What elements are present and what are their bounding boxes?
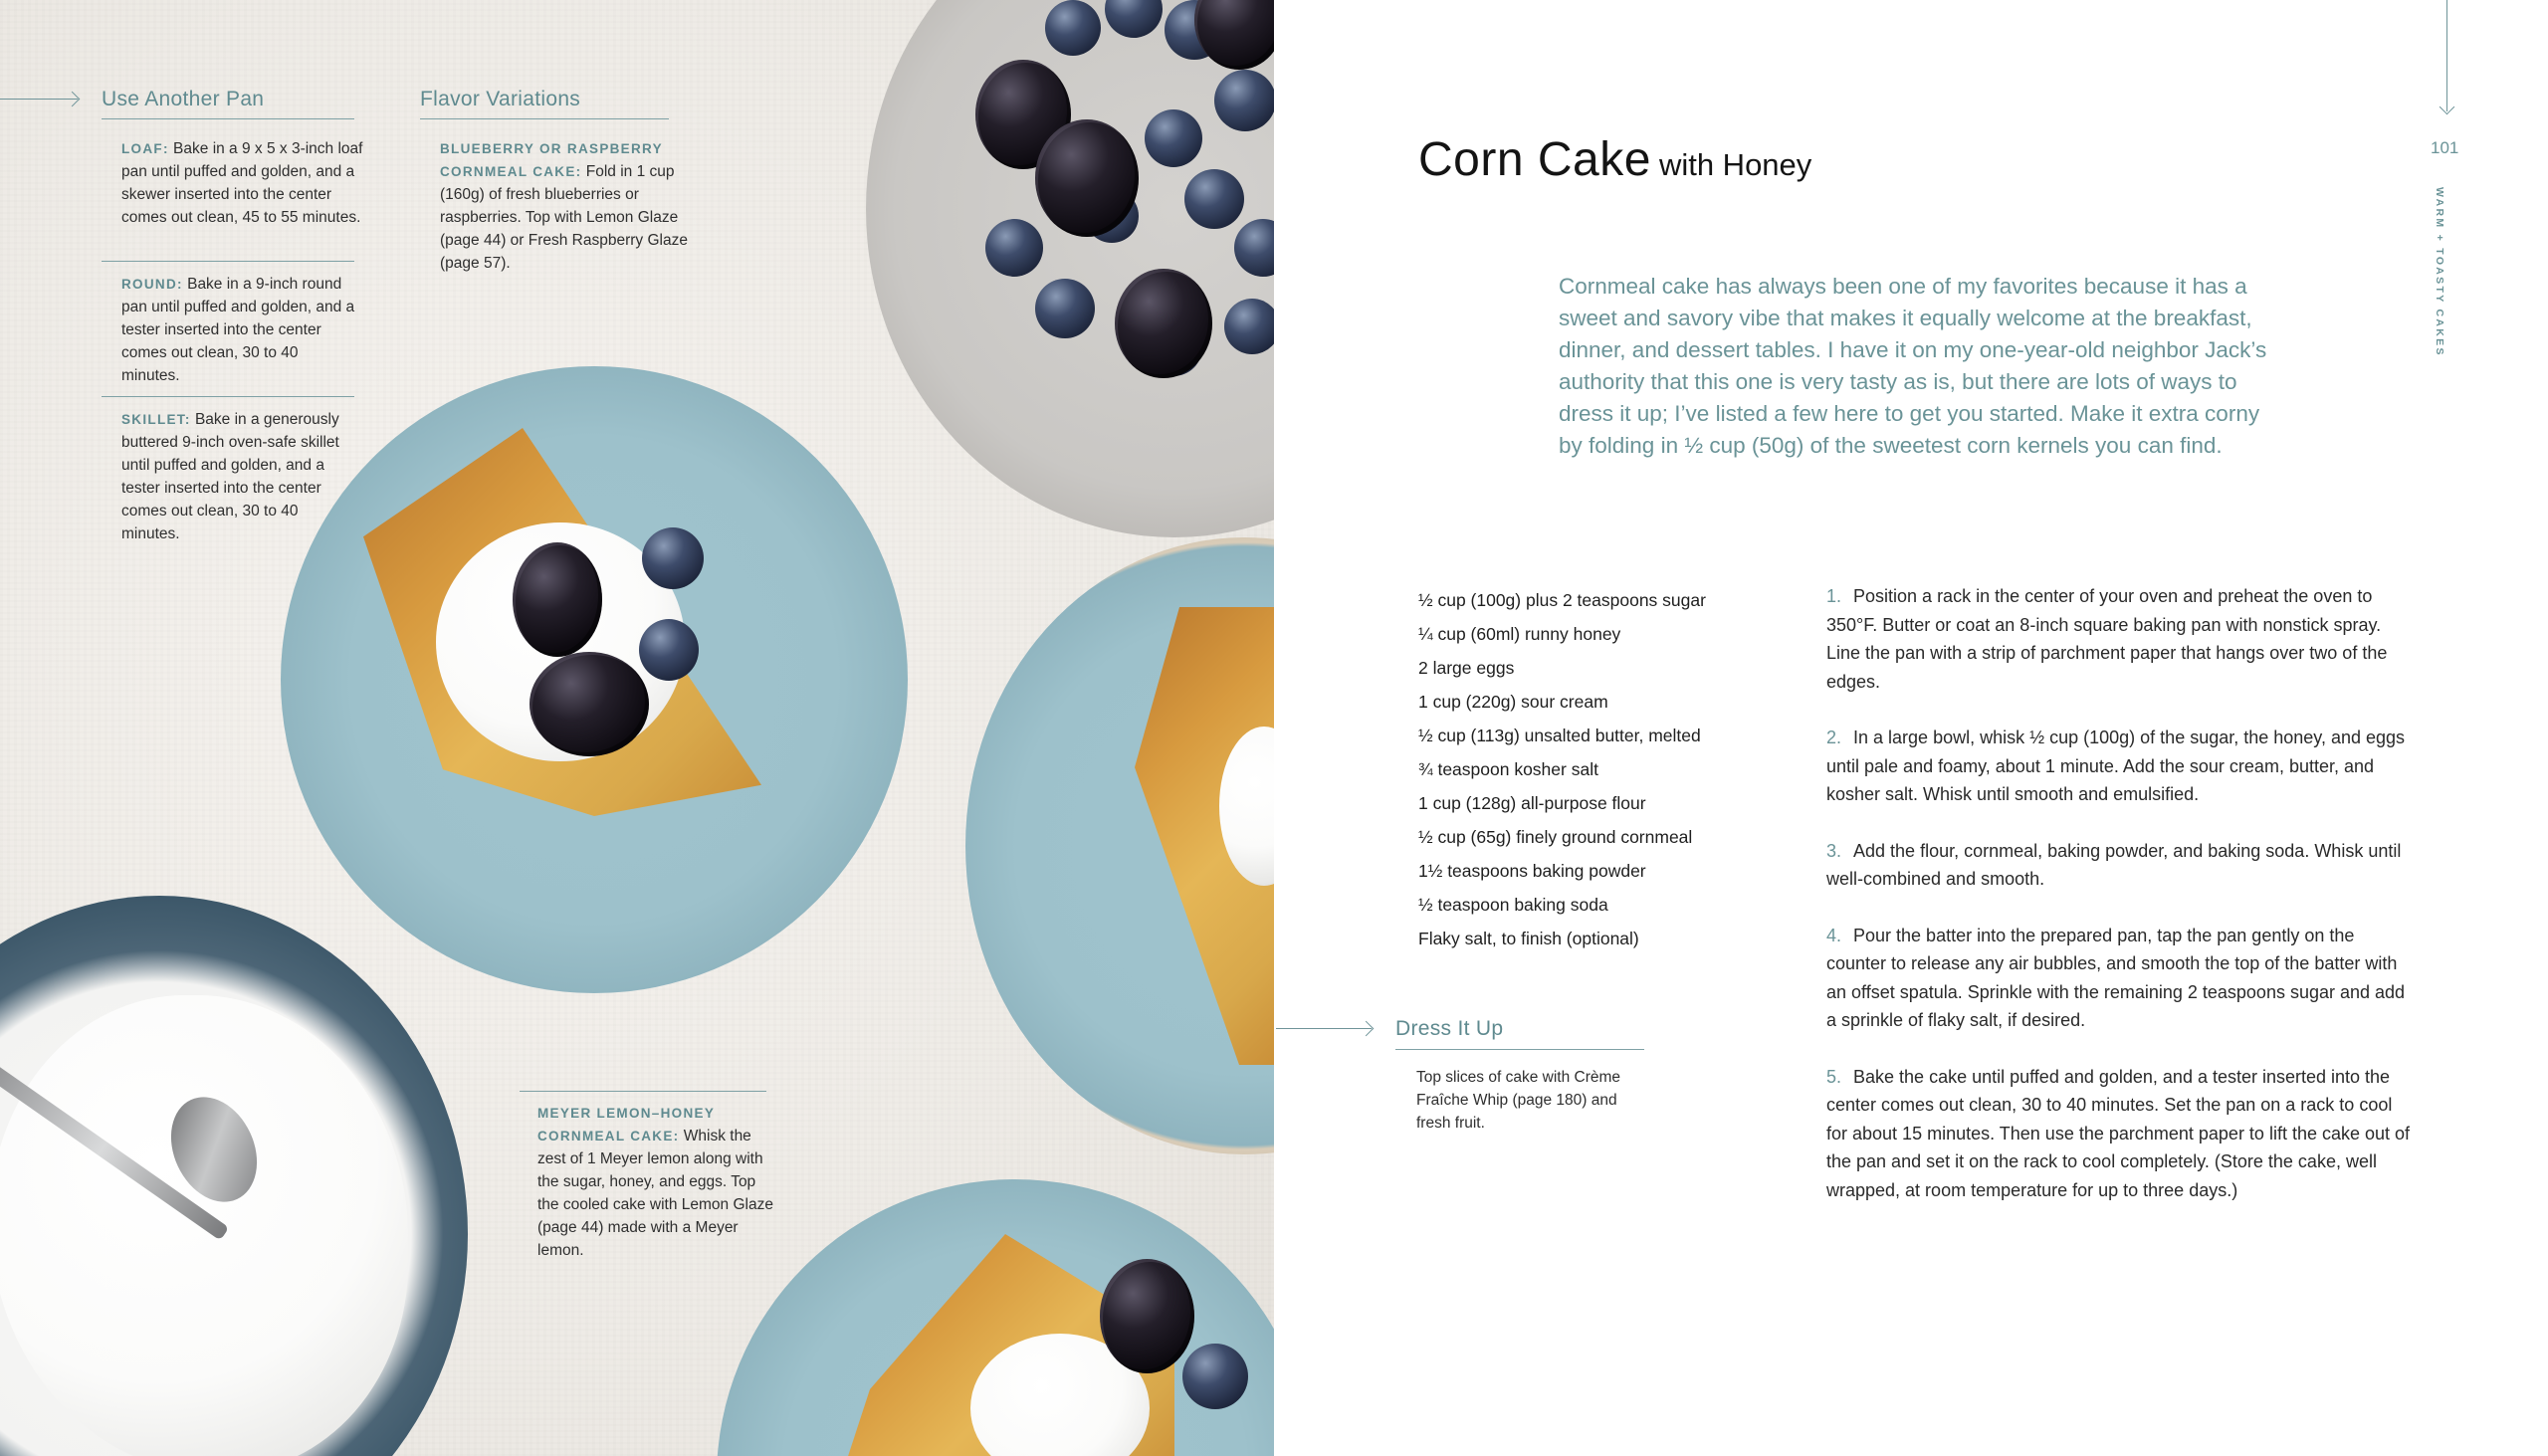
arrow-right-icon (1359, 1021, 1375, 1037)
blackberry (1194, 0, 1274, 70)
blackberry (1100, 1259, 1194, 1373)
berry-pile (956, 0, 1274, 418)
divider (102, 396, 354, 397)
recipe-title-sub: with Honey (1658, 147, 1812, 182)
step-item (1826, 582, 2414, 696)
divider (102, 261, 354, 262)
ingredient-item: 1 cup (220g) sour cream (1418, 692, 1608, 712)
step-text: Bake the cake until puffed and golden, and a tester inserted into the center comes out clean, 30 to 40 minutes. Set the pan on a rack to cool for about 15 minutes. Then use the parchment paper to lift the cake out of the pan and set it on the rack to cool completely. (Store the cake, well wrapped, at room temperature for up to three days.) (1826, 1066, 2411, 1200)
round-label: ROUND: (121, 277, 183, 292)
divider (520, 1091, 766, 1092)
step-number: 5. (1826, 1066, 1842, 1087)
blackberry (1115, 269, 1212, 378)
ingredient-list (1418, 583, 1706, 955)
step-number: 2. (1826, 728, 1842, 747)
ingredient-item: ½ teaspoon baking soda (1418, 895, 1608, 915)
blackberry (1035, 119, 1139, 237)
blueberry (1234, 219, 1274, 277)
ingredient-item: 2 large eggs (1418, 658, 1515, 678)
step-number: 4. (1826, 925, 1842, 945)
method-steps (1826, 582, 2414, 1232)
divider (102, 118, 354, 119)
ingredient-item: Flaky salt, to finish (optional) (1418, 929, 1639, 948)
blueberry (1105, 0, 1163, 38)
ingredient-item: ½ cup (100g) plus 2 teaspoons sugar (1418, 590, 1706, 610)
blueberry (642, 527, 704, 589)
round-text: Bake in a 9-inch round pan until puffed and golden, and a tester inserted into the center comes out clean, 30 to 40 minutes. (121, 276, 355, 384)
arrow-right-icon (65, 92, 81, 107)
meyer-lemon-variation-label: MEYER LEMON–HONEY CORNMEAL CAKE: (537, 1106, 715, 1144)
ingredient-item: ¾ teaspoon kosher salt (1418, 759, 1598, 779)
flavor-variations-title: Flavor Variations (420, 88, 581, 110)
loaf-label: LOAF: (121, 141, 169, 156)
step-item (1826, 922, 2414, 1035)
divider (1395, 1049, 1644, 1050)
recipe-title-main: Corn Cake (1418, 133, 1651, 186)
blueberry-variation-label: BLUEBERRY OR RASPBERRY CORNMEAL CAKE: (440, 141, 663, 179)
dress-it-up-title: Dress It Up (1395, 1017, 1504, 1040)
blueberry (985, 219, 1043, 277)
step-item (1826, 724, 2414, 809)
blackberry (530, 652, 649, 756)
arrow-down-icon (2440, 100, 2455, 115)
skillet-text: Bake in a generously buttered 9-inch oven-safe skillet until puffed and golden, and a tester inserted into the center comes out clean, 30 to 40 minutes. (121, 411, 339, 542)
page-number: 101 (2431, 138, 2459, 157)
recipe-title (1418, 132, 1811, 187)
blueberry (1214, 70, 1274, 131)
dress-it-up-text: Top slices of cake with Crème Fraîche Whip (page 180) and fresh fruit. (1416, 1069, 1621, 1132)
arrow-line (2446, 0, 2447, 111)
loaf-note (121, 137, 370, 229)
skillet-note (121, 408, 350, 545)
blueberry (639, 619, 699, 681)
running-head: WARM + TOASTY CAKES (2434, 187, 2445, 357)
meyer-lemon-variation-text: Whisk the zest of 1 Meyer lemon along with the sugar, honey, and eggs. Top the cooled cake with Lemon Glaze (page 44) made with a Meyer lemon. (537, 1128, 773, 1259)
blueberry (1045, 0, 1101, 56)
ingredient-item: ½ cup (113g) unsalted butter, melted (1418, 726, 1701, 745)
loaf-text: Bake in a 9 x 5 x 3-inch loaf pan until puffed and golden, and a skewer inserted into the center comes out clean, 45 to 55 minutes. (121, 140, 363, 226)
step-number: 1. (1826, 586, 1842, 606)
step-text: Pour the batter into the prepared pan, tap the pan gently on the counter to release any air bubbles, and smooth the top of the batter with an offset spatula. Sprinkle with the remaining 2 teaspoons sugar and add a sprinkle of flaky salt, if desired. (1826, 925, 2406, 1030)
ingredient-item: ½ cup (65g) finely ground cornmeal (1418, 827, 1693, 847)
blueberry (1035, 279, 1095, 338)
step-item (1826, 1063, 2414, 1205)
use-another-pan-title: Use Another Pan (102, 88, 265, 110)
headnote: Cornmeal cake has always been one of my favorites because it has a sweet and savory vibe that makes it equally welcome at the breakfast, dinner, and dessert tables. I have it on my one-year-old neighbor Jack’s authority that this one is very tasty as is, but there are lots of ways to dress it up; I’ve listed a few here to get you started. Make it extra corny by folding in ½ cup (50g) of the sweetest corn kernels you can find. (1559, 274, 2267, 458)
skillet-label: SKILLET: (121, 412, 191, 427)
blueberry (1184, 169, 1244, 229)
step-item (1826, 837, 2414, 894)
blueberry (1224, 299, 1274, 354)
ingredient-item: 1½ teaspoons baking powder (1418, 861, 1646, 881)
step-text: Position a rack in the center of your oven and preheat the oven to 350°F. Butter or coat an 8-inch square baking pan with nonstick spray. Line the pan with a strip of parchment paper that hangs over two of the edges. (1826, 586, 2388, 692)
divider (420, 118, 669, 119)
blueberry (1145, 109, 1202, 167)
step-text: Add the flour, cornmeal, baking powder, and baking soda. Whisk until well-combined and smooth. (1826, 840, 2402, 889)
blueberry-variation (440, 137, 691, 275)
step-text: In a large bowl, whisk ½ cup (100g) of the sugar, the honey, and eggs until pale and foamy, about 1 minute. Add the sour cream, butter, and kosher salt. Whisk until smooth and emulsified. (1826, 728, 2406, 804)
ingredient-item: ¼ cup (60ml) runny honey (1418, 624, 1621, 644)
ingredient-item: 1 cup (128g) all-purpose flour (1418, 793, 1646, 813)
round-note (121, 273, 360, 387)
blueberry-variation-text: Fold in 1 cup (160g) of fresh blueberries or raspberries. Top with Lemon Glaze (page 44) or Fresh Raspberry Glaze (page 57). (440, 163, 688, 272)
step-number: 3. (1826, 840, 1842, 861)
meyer-lemon-variation (537, 1102, 776, 1262)
blackberry (513, 542, 602, 657)
blueberry (1182, 1344, 1248, 1409)
